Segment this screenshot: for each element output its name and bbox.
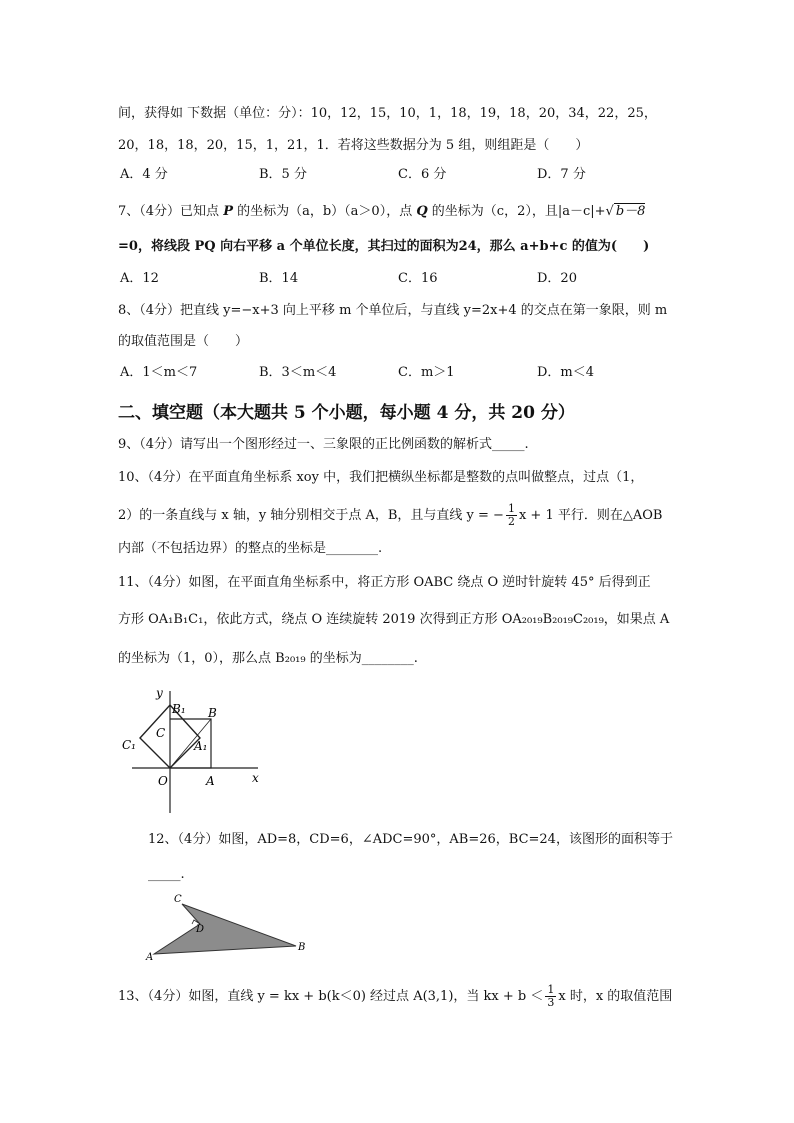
q10-line3: 内部（不包括边界）的整点的坐标是________. (118, 541, 383, 556)
fig11-label-a1: A₁ (194, 739, 208, 753)
q6-line2: 20，18，18，20，15，1，21，1．若将这些数据分为 5 组，则组距是（ ） (118, 138, 589, 153)
q11-line2: 方形 OA₁B₁C₁，依此方式，绕点 O 连续旋转 2019 次得到正方形 OA₂₀₁₉B₂₀₁₉C₂₀₁₉，如果点 A (118, 612, 670, 627)
fig11-label-c1: C₁ (122, 738, 136, 752)
q7-line2: =0，将线段 PQ 向右平移 a 个单位长度，其扫过的面积为24，那么 a+b+c 的值为( ) (118, 239, 650, 254)
q8-option-a: A．1＜m＜7 (120, 365, 198, 380)
fig12-label-a: A (146, 952, 154, 963)
q7-option-d: D．20 (537, 271, 577, 286)
fig11-label-c: C (156, 726, 166, 740)
fig12-label-d: D (196, 924, 205, 935)
q7-line1: 7、（4分）已知点 P 的坐标为（a，b）（a＞0），点 Q 的坐标为（c，2），且|a－c|+√ b－8 (118, 204, 646, 219)
q6-line1: 间，获得如 下数据（单位：分）：10，12，15，10，1，18，19，18，20，34，22，25， (118, 106, 657, 121)
fig11-label-b1: B₁ (172, 702, 186, 716)
q6-option-a: A．4 分 (120, 167, 168, 182)
q13-fraction: $\frac{1}{3}$ (547, 983, 555, 1009)
fig11-label-o: O (158, 774, 168, 788)
q8-line1: 8、（4分）把直线 y=−x+3 向上平移 m 个单位后，与直线 y=2x+4 的交点在第一象限，则 m (118, 303, 668, 318)
section-heading: 二、填空题（本大题共 5 个小题，每小题 4 分，共 20 分） (118, 403, 575, 423)
q9-line: 9、（4分）请写出一个图形经过一、三象限的正比例函数的解析式_____. (118, 437, 529, 452)
fig12-label-b: B (298, 942, 306, 953)
q6-option-b: B．5 分 (259, 167, 307, 182)
q11-line1: 11、（4分）如图，在平面直角坐标系中，将正方形 OABC 绕点 O 逆时针旋转 45° 后得到正 (118, 575, 651, 590)
q8-option-b: B．3＜m＜4 (259, 365, 337, 380)
q10-fraction: $\frac{1}{2}$ (507, 502, 515, 528)
q12-quadrilateral-figure (140, 888, 320, 968)
q7-sqrt: b－8 (615, 204, 646, 219)
q11-line3: 的坐标为（1，0），那么点 B₂₀₁₉ 的坐标为________. (118, 651, 418, 666)
q12-line1: 12、（4分）如图，AD=8，CD=6，∠ADC=90°，AB=26，BC=24，该图形的面积等于 (148, 832, 673, 847)
fig11-label-b: B (208, 706, 217, 720)
q8-option-c: C．m＞1 (398, 365, 455, 380)
fig11-label-a: A (206, 774, 215, 788)
q8-line2: 的取值范围是（ ） (118, 334, 249, 349)
q11-rotation-figure (118, 683, 278, 818)
fig12-label-c: C (174, 894, 182, 905)
q7-option-b: B．14 (259, 271, 299, 286)
q7-option-a: A．12 (120, 271, 159, 286)
q8-option-d: D．m＜4 (537, 365, 595, 380)
q10-line1: 10、（4分）在平面直角坐标系 xoy 中，我们把横纵坐标都是整数的点叫做整点，过点（1， (118, 470, 644, 485)
q6-option-d: D．7 分 (537, 167, 586, 182)
q7-option-c: C．16 (398, 271, 438, 286)
q13-line1: 13、（4分）如图，直线 y = kx + b(k＜0) 经过点 A(3,1)，当 kx + b ＜ $\frac{1}{3}$ x 时，x 的取值范围 (118, 983, 673, 1009)
q6-option-c: C．6 分 (398, 167, 447, 182)
fig11-label-y: y (156, 686, 163, 700)
q10-line2: 2）的一条直线与 x 轴，y 轴分别相交于点 A，B，且与直线 y = − $\frac{1}{2}$ x + 1 平行．则在△AOB (118, 502, 663, 528)
fig11-label-x: x (252, 771, 259, 785)
q12-line2: _____. (148, 867, 185, 882)
